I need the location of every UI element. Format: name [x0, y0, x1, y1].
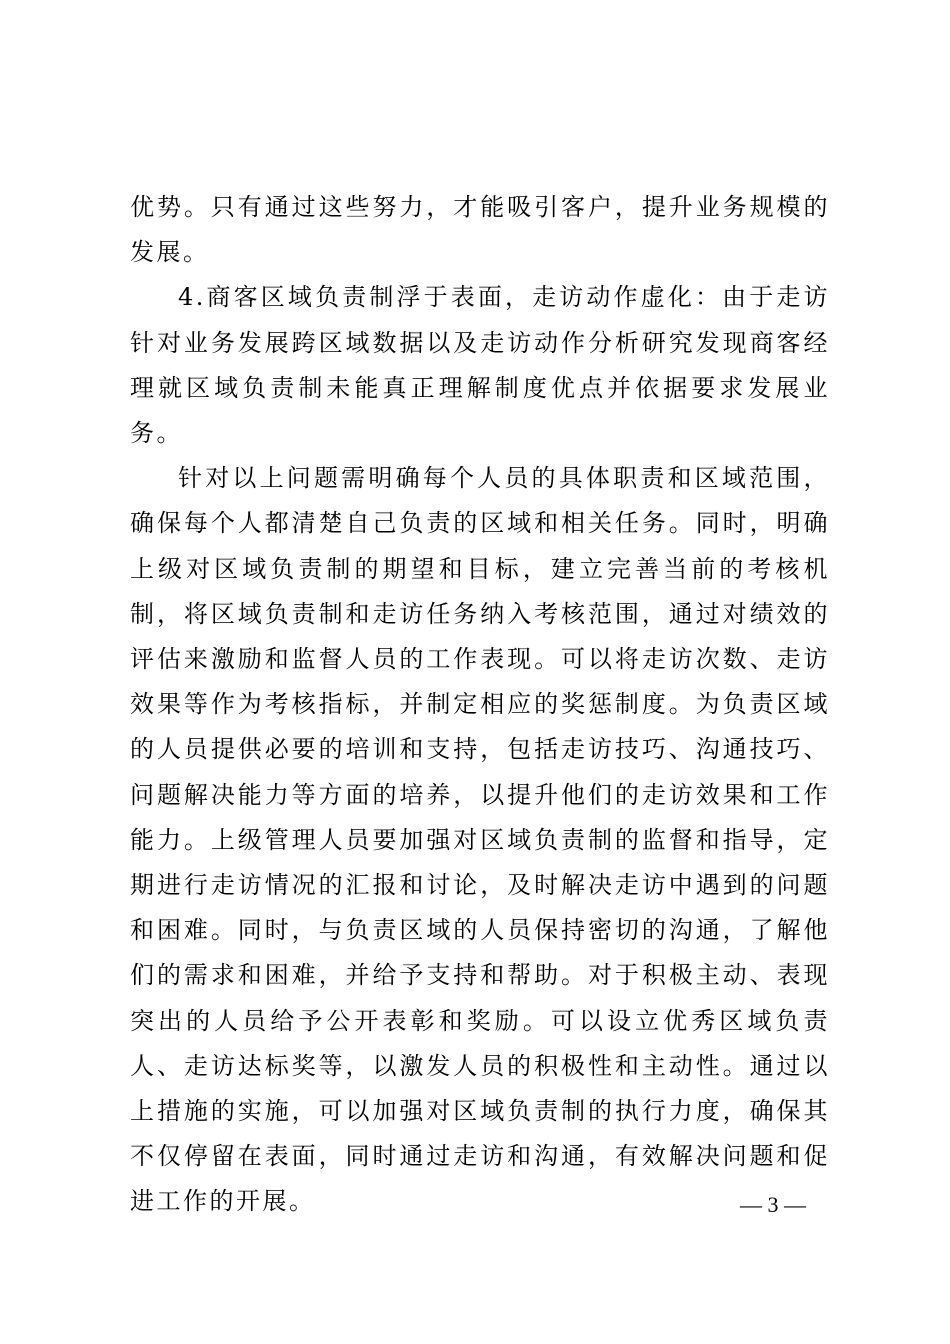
paragraph-continuation: 优势。只有通过这些努力，才能吸引客户，提升业务规模的发展。: [130, 193, 830, 267]
paragraph-measures: 针对以上问题需明确每个人员的具体职责和区域范围，确保每个人都清楚自己负责的区域和相关任务。同时，明确上级对区域负责制的期望和目标，建立完善当前的考核机制，将区域负责制和走访任务纳入考核范围，通过对绩效的评估来激励和监督人员的工作表现。可以将走访次数、走访效果等作为考核指标，并制定相应的奖惩制度。为负责区域的人员提供必要的培训和支持，包括走访技巧、沟通技巧、问题解决能力等方面的培养，以提升他们的走访效果和工作能力。上级管理人员要加强对区域负责制的监督和指导，定期进行走访情况的汇报和讨论，及时解决走访中遇到的问题和困难。同时，与负责区域的人员保持密切的沟通，了解他们的需求和困难，并给予支持和帮助。对于积极主动、表现突出的人员给予公开表彰和奖励。可以设立优秀区域负责人、走访达标奖等，以激发人员的积极性和主动性。通过以上措施的实施，可以加强对区域负责制的执行力度，确保其不仅停留在表面，同时通过走访和沟通，有效解决问题和促进工作的开展。: [130, 464, 830, 1216]
page-number: — 3 —: [740, 1192, 806, 1217]
paragraph-item-4: 4.商客区域负责制浮于表面，走访动作虚化：由于走访针对业务发展跨区域数据以及走访动作分析研究发现商客经理就区域负责制未能真正理解制度优点并依据要求发展业务。: [130, 283, 830, 448]
body-text: [130, 185, 830, 1225]
